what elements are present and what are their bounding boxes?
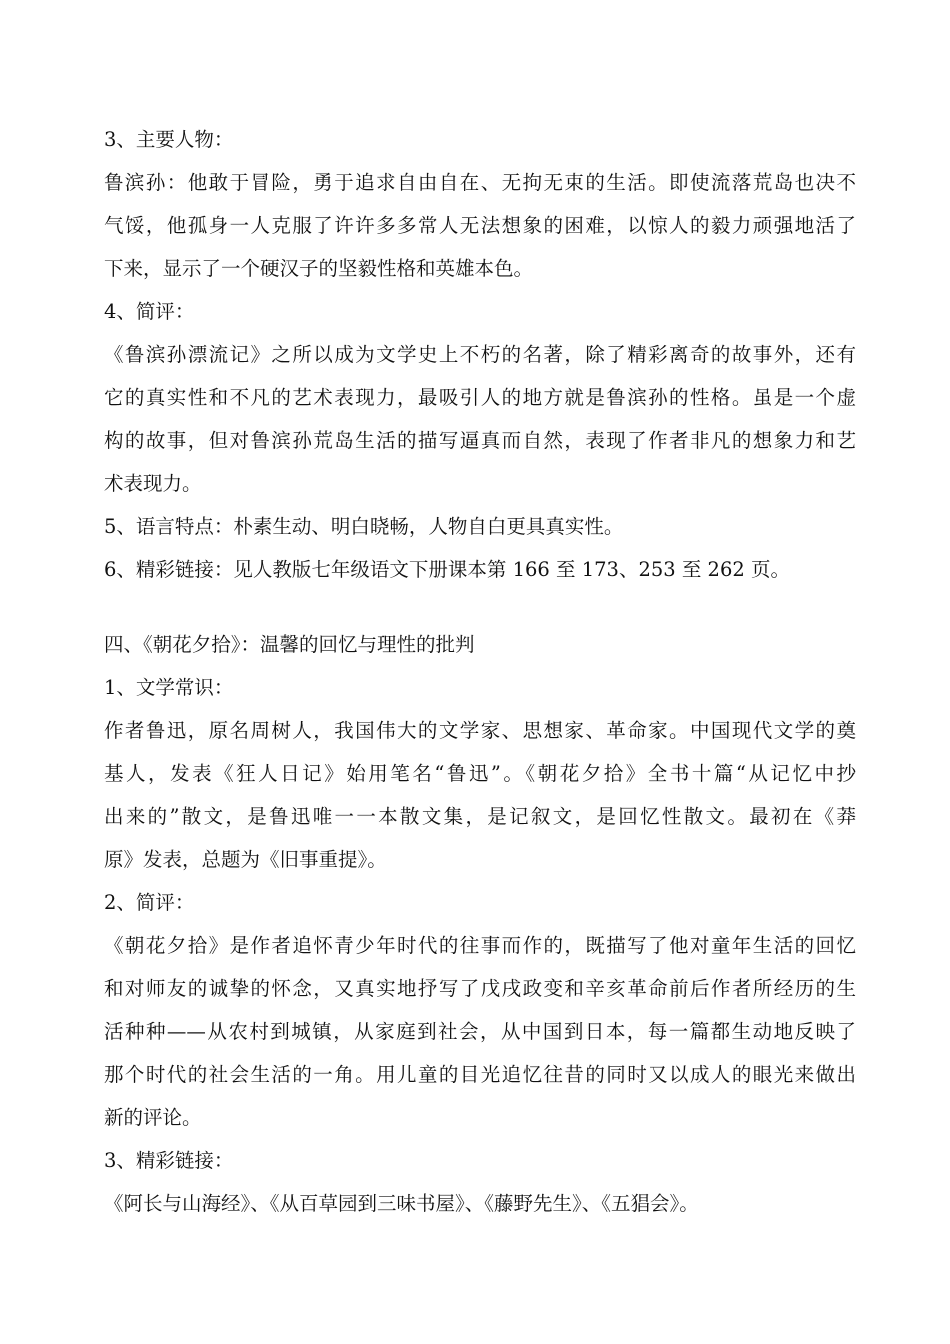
section-highlight-links: 6、精彩链接：见人教版七年级语文下册课本第 166 至 173、253 至 262 页。 <box>104 558 790 581</box>
paragraph-line: 它的真实性和不凡的艺术表现力，最吸引人的地方就是鲁滨孙的性格。虽是一个虚 <box>104 386 856 409</box>
paragraph-line: 气馁，他孤身一人克服了许许多多常人无法想象的困难，以惊人的毅力顽强地活了 <box>104 214 856 237</box>
paragraph-line: 术表现力。 <box>104 472 202 495</box>
section-heading-highlight-links: 3、精彩链接： <box>104 1149 234 1172</box>
part-title: 四、《朝花夕拾》：温馨的回忆与理性的批判 <box>104 633 475 656</box>
paragraph-line: 那个时代的社会生活的一角。用儿童的目光追忆往昔的同时又以成人的眼光来做出 <box>104 1063 856 1086</box>
section-heading-review: 4、简评： <box>104 300 195 323</box>
paragraph-line: 原》发表，总题为《旧事重提》。 <box>104 848 387 871</box>
paragraph-line: 作者鲁迅，原名周树人，我国伟大的文学家、思想家、革命家。中国现代文学的奠 <box>104 719 856 742</box>
paragraph-line: 活种种——从农村到城镇，从家庭到社会，从中国到日本，每一篇都生动地反映了 <box>104 1020 856 1043</box>
paragraph-line: 《朝花夕拾》是作者追怀青少年时代的往事而作的，既描写了他对童年生活的回忆 <box>104 934 856 957</box>
paragraph-line: 构的故事，但对鲁滨孙荒岛生活的描写逼真而自然，表现了作者非凡的想象力和艺 <box>104 429 856 452</box>
section-spacer <box>104 591 856 623</box>
section-heading-main-characters: 3、主要人物： <box>104 128 234 151</box>
section-heading-review: 2、简评： <box>104 891 195 914</box>
section-language-features: 5、语言特点：朴素生动、明白晓畅，人物自白更具真实性。 <box>104 515 624 538</box>
paragraph-line: 下来，显示了一个硬汉子的坚毅性格和英雄本色。 <box>104 257 534 280</box>
paragraph-line: 鲁滨孙：他敢于冒险，勇于追求自由自在、无拘无束的生活。即使流落荒岛也决不 <box>104 171 856 194</box>
document-page <box>104 118 856 1225</box>
paragraph-line: 《阿长与山海经》、《从百草园到三味书屋》、《藤野先生》、《五猖会》。 <box>104 1192 699 1215</box>
paragraph-line: 和对师友的诚挚的怀念，又真实地抒写了戊戌政变和辛亥革命前后作者所经历的生 <box>104 977 856 1000</box>
paragraph-line: 出来的”散文，是鲁迅唯一一本散文集，是记叙文，是回忆性散文。最初在《莽 <box>104 805 856 828</box>
paragraph-line: 《鲁滨孙漂流记》之所以成为文学史上不朽的名著，除了精彩离奇的故事外，还有 <box>104 343 856 366</box>
paragraph-line: 新的评论。 <box>104 1106 202 1129</box>
paragraph-line: 基人，发表《狂人日记》始用笔名“鲁迅”。《朝花夕拾》全书十篇“从记忆中抄 <box>104 762 856 785</box>
section-heading-literary-knowledge: 1、文学常识： <box>104 676 234 699</box>
